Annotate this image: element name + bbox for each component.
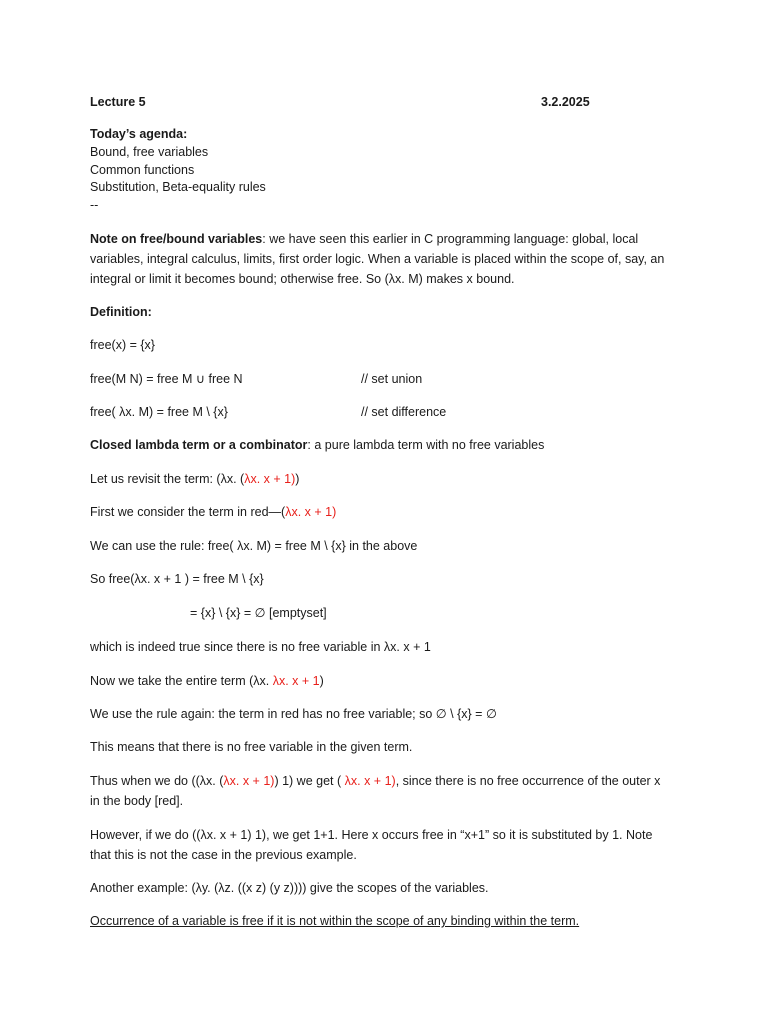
agenda-item: -- xyxy=(90,198,99,212)
red-term: λx. x + 1 xyxy=(272,674,320,688)
however-line-2: that this is not the case in the previous example. xyxy=(90,848,357,862)
red-term: λx. x + 1) xyxy=(244,472,296,486)
agenda-item: Common functions xyxy=(90,163,195,177)
agenda-item: Bound, free variables xyxy=(90,145,209,159)
definition-comment: // set union xyxy=(361,372,423,386)
text-segment: Let us revisit the term: (λx. ( xyxy=(90,472,245,486)
indeed-line: which is indeed true since there is no free variable in λx. x + 1 xyxy=(90,640,431,654)
red-term: λx. x + 1) xyxy=(285,505,337,519)
rule-again-line: We use the rule again: the term in red has no free variable; so ∅ \ {x} = ∅ xyxy=(90,707,497,721)
rule-use-line: We can use the rule: free( λx. M) = free M \ {x} in the above xyxy=(90,539,418,553)
occurrence-definition: Occurrence of a variable is free if it is not within the scope of any binding within the term. xyxy=(90,914,580,928)
first-consider-line xyxy=(90,503,336,521)
note-paragraph-line: variables, integral calculus, limits, first order logic. When a variable is placed within the scope of, say, an xyxy=(90,252,665,266)
closed-term-text: : a pure lambda term with no free variables xyxy=(307,438,545,452)
definition-rule: free(M N) = free M ∪ free N xyxy=(90,372,243,386)
however-line: However, if we do ((λx. x + 1) 1), we get 1+1. Here x occurs free in “x+1” so it is substituted by 1. Note xyxy=(90,828,653,842)
entire-term-line xyxy=(90,672,324,690)
red-term: λx. x + 1) xyxy=(344,774,396,788)
text-segment: ) xyxy=(295,472,300,486)
note-paragraph-line: integral or limit it becomes bound; otherwise free. So (λx. M) makes x bound. xyxy=(90,272,515,286)
red-term: λx. x + 1) xyxy=(223,774,275,788)
note-text: : we have seen this earlier in C programming language: global, local xyxy=(262,232,639,246)
definition-rule: free( λx. M) = free M \ {x} xyxy=(90,405,228,419)
note-label: Note on free/bound variables xyxy=(90,232,263,246)
closed-term-label: Closed lambda term or a combinator xyxy=(90,438,308,452)
text-segment: Now we take the entire term (λx. xyxy=(90,674,273,688)
text-segment: First we consider the term in red—( xyxy=(90,505,286,519)
note-paragraph-line xyxy=(90,230,638,248)
so-free-line: So free(λx. x + 1 ) = free M \ {x} xyxy=(90,572,264,586)
another-example-line: Another example: (λy. (λz. ((x z) (y z)))) give the scopes of the variables. xyxy=(90,881,489,895)
definition-rule: free(x) = {x} xyxy=(90,338,155,352)
agenda-title: Today’s agenda: xyxy=(90,127,188,141)
thus-line xyxy=(90,772,660,790)
agenda-item: Substitution, Beta-equality rules xyxy=(90,180,266,194)
text-segment: , since there is no free occurrence of the outer x xyxy=(395,774,661,788)
text-segment: Thus when we do ((λx. ( xyxy=(90,774,224,788)
equals-line: = {x} \ {x} = ∅ [emptyset] xyxy=(190,606,327,620)
means-line: This means that there is no free variable in the given term. xyxy=(90,740,413,754)
definition-title: Definition: xyxy=(90,305,152,319)
definition-comment: // set difference xyxy=(361,405,447,419)
revisit-line xyxy=(90,470,299,488)
thus-line-2: in the body [red]. xyxy=(90,794,184,808)
closed-term-line xyxy=(90,436,544,454)
lecture-title: Lecture 5 xyxy=(90,95,146,109)
lecture-date: 3.2.2025 xyxy=(541,95,590,109)
text-segment: ) 1) we get ( xyxy=(274,774,345,788)
text-segment: ) xyxy=(319,674,324,688)
